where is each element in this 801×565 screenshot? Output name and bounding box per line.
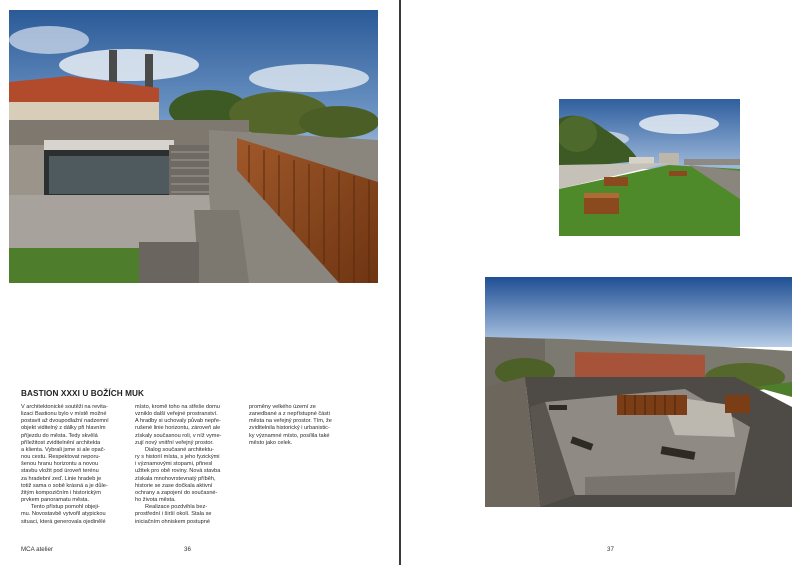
text-line: město jako celek. — [249, 439, 293, 446]
text-line: nou cestu. Respektovat neporu- — [21, 454, 101, 461]
bastion-aerial-view-photo — [485, 277, 792, 507]
text-line: objekt viditelný z dálky při hlavním — [21, 425, 106, 432]
text-line: Realizace pozdvihla bez- — [145, 504, 208, 511]
text-line: města na veřejný prostor. Tím, že — [249, 418, 332, 425]
text-column-1 — [21, 404, 131, 526]
text-line: žitým kompozičním i historickým — [21, 489, 101, 496]
text-line: a klienta. Vybrali jsme si ale opač- — [21, 446, 106, 453]
text-line: příjezdu do města. Tedy skvělá — [21, 432, 98, 439]
text-line: získaly současnou roli, v níž vyme- — [135, 432, 222, 439]
text-line: prvkem panoramatu města. — [21, 497, 90, 504]
text-line: V architektonické soutěži na revita- — [21, 404, 108, 410]
text-line: Dialog současné architektu- — [145, 446, 215, 453]
text-line: i významovými stopami, přinesl — [135, 461, 213, 468]
text-line: iniciačním ohniskem postupné — [135, 518, 210, 525]
text-line: historie se zase dočkala aktivní — [135, 482, 213, 489]
bastion-aerial-view-image — [485, 277, 792, 507]
text-line: ochrany a zapojení do současné- — [135, 489, 218, 496]
text-line: A hradby si uchovaly půvab nepře- — [135, 418, 221, 425]
text-line: místo, kromě toho na střeše domu — [135, 404, 220, 410]
text-line: užitek pro obě roviny. Nová stavba — [135, 468, 221, 475]
text-line: prostřední i širší okolí. Stala se — [135, 511, 212, 518]
footer-studio-name: MCA atelier — [21, 546, 53, 553]
text-line: lizaci Bastionu bylo v místě možné — [21, 411, 107, 418]
text-line: vzniklo další veřejné prostranství. — [135, 411, 218, 418]
text-column-2 — [135, 404, 245, 526]
text-line: získala mnohovrstevnatý příběh, — [135, 475, 216, 482]
text-line: příležitost zviditelnění architekta — [21, 439, 101, 446]
bastion-rooftop-lawn-image — [559, 99, 740, 236]
text-line: totiž sama o sobě krásná a je důle- — [21, 482, 108, 489]
page-number-right: 37 — [607, 546, 614, 553]
left-page — [0, 0, 399, 565]
text-line: situaci, která generovala ojedinělé — [21, 518, 106, 525]
bastion-courtyard-image — [9, 10, 378, 283]
text-line: zují nový vnitřní veřejný prostor. — [135, 439, 214, 446]
text-line: postavit až dvoupodlažní nadzemní — [21, 418, 109, 425]
text-line: rušené linie horizontu, zároveň ale — [135, 425, 221, 432]
text-line: mu. Novostavbě vytvořil atypickou — [21, 511, 106, 518]
text-line: zanedbané a z nepřístupné části — [249, 411, 330, 418]
right-page — [401, 0, 801, 565]
text-line: stavbu vložit pod úroveň terénu — [21, 468, 99, 475]
text-line: zviditelnila historický i urbanistic- — [249, 425, 330, 432]
bastion-courtyard-photo — [9, 10, 378, 283]
text-line: šenou hranu horizontu a novou — [21, 461, 99, 468]
page-number-left: 36 — [184, 546, 191, 553]
text-line: ky významné místo, posílila také — [249, 432, 330, 439]
article-title: BASTION XXXI U BOŽÍCH MUK — [21, 389, 145, 398]
text-line: Tento přístup pomohl objeji- — [31, 504, 100, 511]
text-line: ho života města. — [135, 497, 176, 504]
text-line: proměny velkého území ze — [249, 404, 316, 410]
bastion-rooftop-lawn-photo — [559, 99, 740, 236]
text-line: za hradební zeď. Linie hradeb je — [21, 475, 102, 482]
text-line: ry s historií místa, s jeho fyzickými — [135, 454, 220, 461]
text-column-3 — [249, 404, 359, 447]
